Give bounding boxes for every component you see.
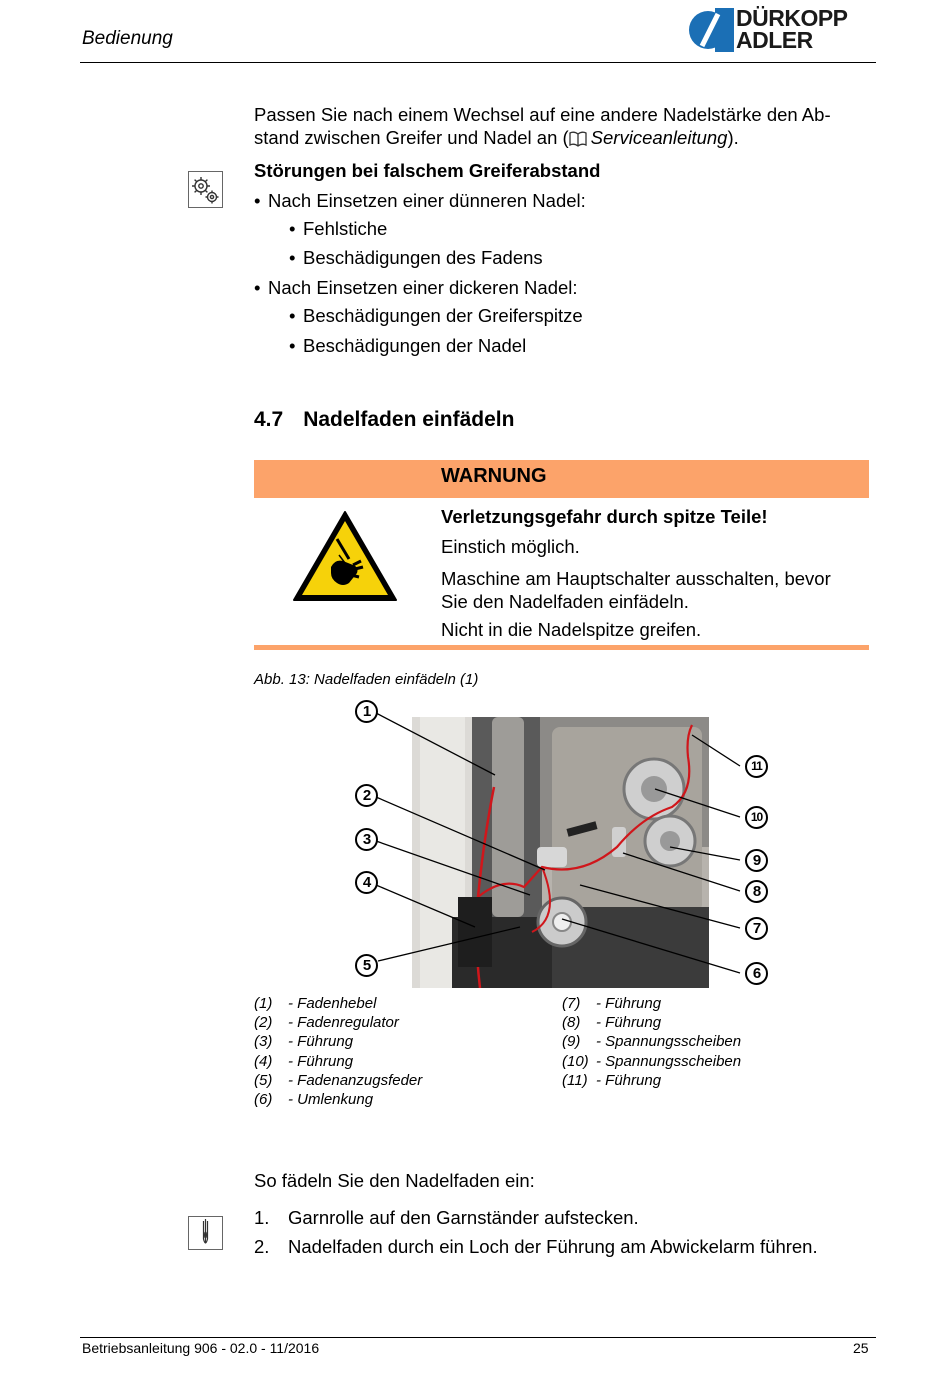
running-header: Bedienung: [82, 28, 173, 49]
warning-label: WARNUNG: [441, 465, 547, 487]
callout-4: 4: [355, 871, 378, 894]
legend-item: (5) - Fadenanzugsfeder: [254, 1071, 423, 1089]
step-1: 1. Garnrolle auf den Garnständer aufstecken.: [254, 1207, 639, 1228]
callout-1: 1: [355, 700, 378, 723]
duerkopp-adler-logo: [688, 7, 873, 53]
legend-item: (9) - Spannungsscheiben: [562, 1033, 742, 1051]
legend-item: (8) - Führung: [562, 1014, 662, 1032]
warning-line: Sie den Nadelfaden einfädeln.: [441, 591, 689, 612]
footer-rule: [80, 1337, 876, 1338]
callout-6: 6: [745, 962, 768, 985]
callout-5: 5: [355, 954, 378, 977]
warning-bottom-rule: [254, 645, 869, 650]
fault-item: • Fehlstiche: [303, 218, 387, 240]
warning-line: Maschine am Hauptschalter ausschalten, bevor: [441, 568, 831, 589]
legend-left: [254, 994, 422, 1109]
callout-7: 7: [745, 917, 768, 940]
legend-item: (6) - Umlenkung: [254, 1091, 374, 1109]
intro-text-end: ).: [727, 127, 739, 148]
legend-item: (3) - Führung: [254, 1033, 354, 1051]
intro-text: stand zwischen Greifer und Nadel an (: [254, 127, 569, 148]
legend-item: (4) - Führung: [254, 1052, 354, 1070]
section-title: Nadelfaden einfädeln: [303, 408, 515, 431]
legend-item: (11) - Führung: [562, 1071, 662, 1089]
fault-group-1: • Nach Einsetzen einer dünneren Nadel:: [268, 190, 586, 212]
service-manual-ref[interactable]: Serviceanleitung: [590, 127, 728, 148]
fault-item: • Beschädigungen der Greiferspitze: [303, 305, 583, 327]
warning-bar: [254, 460, 869, 498]
figure-caption: Abb. 13: Nadelfaden einfädeln (1): [254, 671, 479, 688]
step-2: 2. Nadelfaden durch ein Loch der Führung am Abwickelarm führen.: [254, 1236, 818, 1257]
callout-2: 2: [355, 784, 378, 807]
fault-item: • Beschädigungen der Nadel: [303, 335, 526, 357]
footer-doc-id: Betriebsanleitung 906 - 02.0 - 11/2016: [82, 1340, 320, 1356]
book-icon: [569, 129, 587, 152]
intro-line-1: Passen Sie nach einem Wechsel auf eine andere Nadelstärke den Ab-: [254, 104, 831, 125]
warning-line: Einstich möglich.: [441, 536, 580, 557]
sharp-parts-warning-icon: [291, 509, 399, 603]
logo-text-line1: DÜRKOPP: [736, 5, 848, 31]
logo-mark-icon: [688, 8, 734, 52]
intro-line-2: [254, 126, 864, 152]
gears-icon: [188, 171, 223, 208]
section-heading: [254, 408, 514, 432]
faults-title: Störungen bei falschem Greiferabstand: [254, 160, 601, 181]
callout-11: 11: [745, 755, 768, 778]
logo-text-line2: ADLER: [736, 27, 813, 53]
fault-item: • Beschädigungen des Fadens: [303, 247, 543, 269]
legend-item: (10) - Spannungsscheiben: [562, 1052, 742, 1070]
callout-3: 3: [355, 828, 378, 851]
section-number: 4.7: [254, 408, 284, 431]
warning-headline: Verletzungsgefahr durch spitze Teile!: [441, 506, 768, 527]
header-rule: [80, 62, 876, 63]
fault-group-2: • Nach Einsetzen einer dickeren Nadel:: [268, 277, 578, 299]
callout-8: 8: [745, 880, 768, 903]
legend-item: (2) - Fadenregulator: [254, 1014, 399, 1032]
legend-right: [562, 994, 741, 1090]
legend-item: (1) - Fadenhebel: [254, 995, 377, 1012]
legend-item: (7) - Führung: [562, 995, 662, 1012]
callout-leaders: [340, 695, 780, 995]
warning-line: Nicht in die Nadelspitze greifen.: [441, 619, 702, 640]
intro-paragraph: [254, 103, 864, 152]
page-number: 25: [853, 1340, 869, 1356]
callout-10: 10: [745, 806, 768, 829]
steps-intro: So fädeln Sie den Nadelfaden ein:: [254, 1170, 535, 1191]
needle-icon: [188, 1216, 223, 1250]
callout-9: 9: [745, 849, 768, 872]
